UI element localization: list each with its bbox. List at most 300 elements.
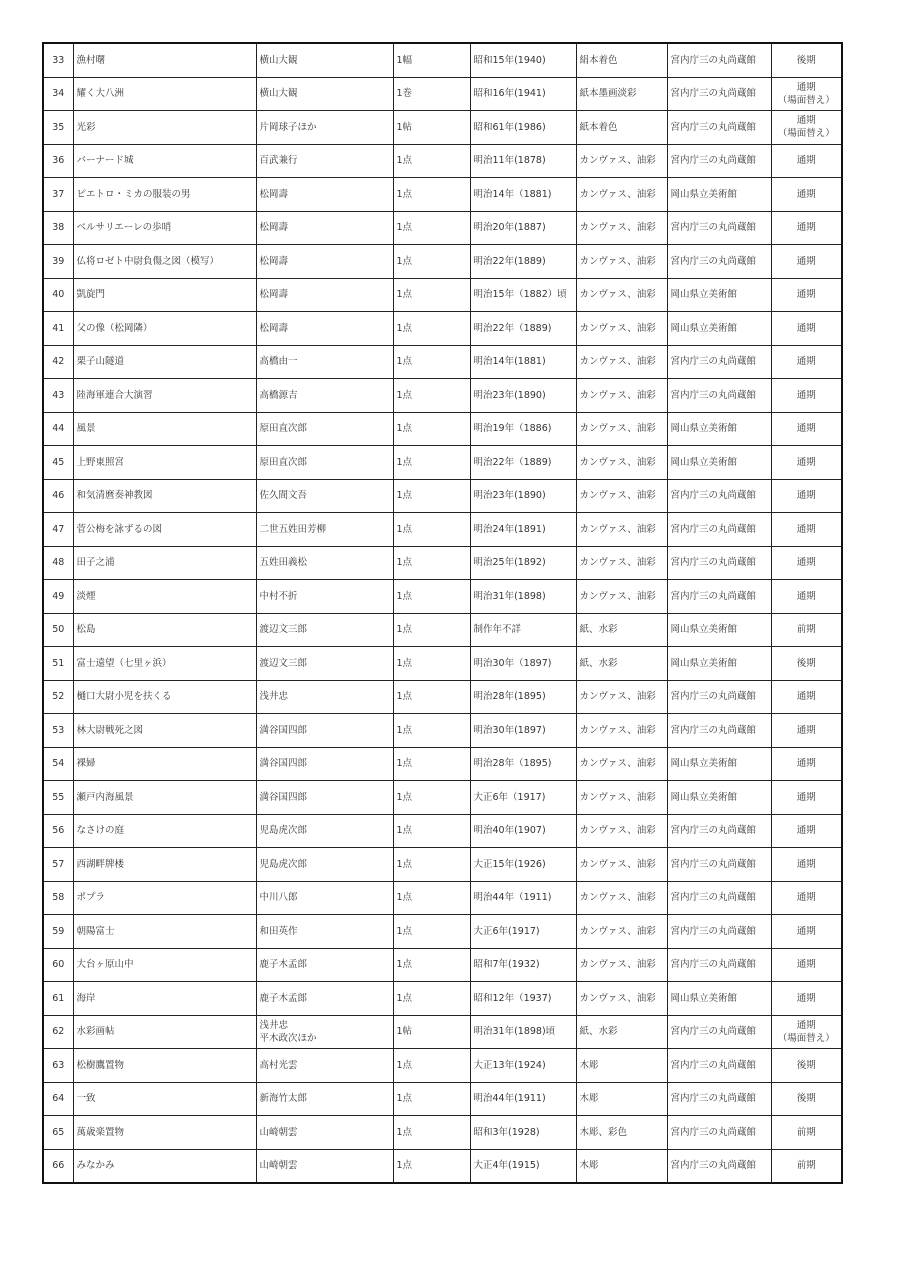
owner-collection-cell: 宮内庁三の丸尚蔵館: [667, 714, 771, 748]
owner-collection-cell: 岡山県立美術館: [667, 781, 771, 815]
quantity-cell: 1点: [393, 513, 470, 547]
artist-name-cell: 松岡壽: [256, 178, 393, 212]
item-number-cell: 62: [43, 1015, 73, 1049]
table-row: [43, 546, 842, 580]
quantity-cell: 1点: [393, 178, 470, 212]
medium-cell: 木彫: [576, 1149, 667, 1183]
artist-name-cell: 満谷国四郎: [256, 714, 393, 748]
exhibition-period-cell: 通期: [771, 814, 842, 848]
artwork-list-table: [42, 42, 843, 1184]
quantity-cell: 1点: [393, 915, 470, 949]
quantity-cell: 1点: [393, 948, 470, 982]
table-row: [43, 1116, 842, 1150]
artist-name-cell: 満谷国四郎: [256, 781, 393, 815]
quantity-cell: 1点: [393, 982, 470, 1016]
table-row: [43, 781, 842, 815]
item-number-cell: 50: [43, 613, 73, 647]
item-number-cell: 53: [43, 714, 73, 748]
creation-date-cell: 明治30年(1897): [470, 714, 576, 748]
table-row: [43, 479, 842, 513]
table-row: [43, 412, 842, 446]
medium-cell: 紙本墨画淡彩: [576, 77, 667, 111]
creation-date-cell: 制作年不詳: [470, 613, 576, 647]
artist-name-cell: 高橋源吉: [256, 379, 393, 413]
table-row: [43, 1015, 842, 1049]
quantity-cell: 1巻: [393, 77, 470, 111]
quantity-cell: 1点: [393, 345, 470, 379]
item-number-cell: 36: [43, 144, 73, 178]
item-number-cell: 60: [43, 948, 73, 982]
quantity-cell: 1点: [393, 546, 470, 580]
owner-collection-cell: 宮内庁三の丸尚蔵館: [667, 814, 771, 848]
exhibition-period-cell: 後期: [771, 1082, 842, 1116]
creation-date-cell: 明治31年(1898): [470, 580, 576, 614]
owner-collection-cell: 宮内庁三の丸尚蔵館: [667, 479, 771, 513]
item-number-cell: 40: [43, 278, 73, 312]
artist-name-cell: 松岡壽: [256, 278, 393, 312]
creation-date-cell: 明治22年（1889): [470, 446, 576, 480]
artwork-title-cell: 西湖畔牌楼: [73, 848, 256, 882]
artist-name-cell: 児島虎次郎: [256, 848, 393, 882]
owner-collection-cell: 岡山県立美術館: [667, 747, 771, 781]
creation-date-cell: 昭和15年(1940): [470, 43, 576, 77]
creation-date-cell: 明治23年(1890): [470, 479, 576, 513]
creation-date-cell: 明治14年（1881): [470, 178, 576, 212]
owner-collection-cell: 宮内庁三の丸尚蔵館: [667, 211, 771, 245]
creation-date-cell: 明治14年(1881): [470, 345, 576, 379]
table-row: [43, 848, 842, 882]
owner-collection-cell: 宮内庁三の丸尚蔵館: [667, 1015, 771, 1049]
table-row: [43, 915, 842, 949]
exhibition-period-cell: 通期 （場面替え）: [771, 111, 842, 145]
owner-collection-cell: 宮内庁三の丸尚蔵館: [667, 77, 771, 111]
artist-name-cell: 片岡球子ほか: [256, 111, 393, 145]
table-body: [43, 43, 842, 1183]
medium-cell: 木彫: [576, 1082, 667, 1116]
medium-cell: カンヴァス、油彩: [576, 881, 667, 915]
quantity-cell: 1点: [393, 412, 470, 446]
owner-collection-cell: 宮内庁三の丸尚蔵館: [667, 915, 771, 949]
exhibition-period-cell: 通期: [771, 312, 842, 346]
item-number-cell: 39: [43, 245, 73, 279]
owner-collection-cell: 岡山県立美術館: [667, 312, 771, 346]
owner-collection-cell: 宮内庁三の丸尚蔵館: [667, 43, 771, 77]
artwork-title-cell: 瀬戸内海風景: [73, 781, 256, 815]
artist-name-cell: 山崎朝雲: [256, 1116, 393, 1150]
exhibition-period-cell: 通期 （場面替え）: [771, 1015, 842, 1049]
medium-cell: 紙、水彩: [576, 1015, 667, 1049]
owner-collection-cell: 岡山県立美術館: [667, 446, 771, 480]
creation-date-cell: 明治28年（1895): [470, 747, 576, 781]
medium-cell: カンヴァス、油彩: [576, 680, 667, 714]
artist-name-cell: 中村不折: [256, 580, 393, 614]
artist-name-cell: 満谷国四郎: [256, 747, 393, 781]
table-row: [43, 680, 842, 714]
exhibition-period-cell: 通期: [771, 278, 842, 312]
item-number-cell: 47: [43, 513, 73, 547]
creation-date-cell: 昭和12年（1937): [470, 982, 576, 1016]
artwork-title-cell: 菅公梅を詠ずるの図: [73, 513, 256, 547]
creation-date-cell: 昭和16年(1941): [470, 77, 576, 111]
medium-cell: カンヴァス、油彩: [576, 245, 667, 279]
artwork-title-cell: ベルサリエーレの歩哨: [73, 211, 256, 245]
artwork-title-cell: 耀く大八洲: [73, 77, 256, 111]
artist-name-cell: 原田直次郎: [256, 446, 393, 480]
creation-date-cell: 明治19年（1886): [470, 412, 576, 446]
owner-collection-cell: 宮内庁三の丸尚蔵館: [667, 948, 771, 982]
artwork-title-cell: 上野東照宮: [73, 446, 256, 480]
artist-name-cell: 佐久間文吾: [256, 479, 393, 513]
medium-cell: カンヴァス、油彩: [576, 379, 667, 413]
table-row: [43, 278, 842, 312]
exhibition-period-cell: 通期: [771, 848, 842, 882]
creation-date-cell: 明治24年(1891): [470, 513, 576, 547]
creation-date-cell: 昭和3年(1928): [470, 1116, 576, 1150]
exhibition-period-cell: 通期: [771, 915, 842, 949]
artwork-title-cell: 海岸: [73, 982, 256, 1016]
artwork-title-cell: 松樹鷹置物: [73, 1049, 256, 1083]
table-row: [43, 345, 842, 379]
item-number-cell: 38: [43, 211, 73, 245]
quantity-cell: 1点: [393, 312, 470, 346]
artist-name-cell: 児島虎次郎: [256, 814, 393, 848]
item-number-cell: 35: [43, 111, 73, 145]
item-number-cell: 42: [43, 345, 73, 379]
artwork-title-cell: みなかみ: [73, 1149, 256, 1183]
creation-date-cell: 大正13年(1924): [470, 1049, 576, 1083]
medium-cell: 木彫: [576, 1049, 667, 1083]
artwork-title-cell: 水彩画帖: [73, 1015, 256, 1049]
medium-cell: カンヴァス、油彩: [576, 848, 667, 882]
artwork-title-cell: 陸海軍連合大演習: [73, 379, 256, 413]
artwork-title-cell: 林大尉戦死之図: [73, 714, 256, 748]
table-row: [43, 379, 842, 413]
medium-cell: カンヴァス、油彩: [576, 982, 667, 1016]
item-number-cell: 63: [43, 1049, 73, 1083]
table-row: [43, 111, 842, 145]
exhibition-period-cell: 通期: [771, 479, 842, 513]
item-number-cell: 59: [43, 915, 73, 949]
creation-date-cell: 明治20年(1887): [470, 211, 576, 245]
table-row: [43, 948, 842, 982]
exhibition-period-cell: 後期: [771, 647, 842, 681]
table-row: [43, 647, 842, 681]
artwork-title-cell: 漁村曙: [73, 43, 256, 77]
artist-name-cell: 高橋由一: [256, 345, 393, 379]
owner-collection-cell: 宮内庁三の丸尚蔵館: [667, 881, 771, 915]
medium-cell: カンヴァス、油彩: [576, 178, 667, 212]
exhibition-period-cell: 通期: [771, 881, 842, 915]
exhibition-period-cell: 通期 （場面替え）: [771, 77, 842, 111]
medium-cell: カンヴァス、油彩: [576, 479, 667, 513]
creation-date-cell: 大正6年（1917): [470, 781, 576, 815]
exhibition-period-cell: 通期: [771, 245, 842, 279]
quantity-cell: 1点: [393, 848, 470, 882]
quantity-cell: 1点: [393, 881, 470, 915]
artwork-title-cell: 松島: [73, 613, 256, 647]
item-number-cell: 64: [43, 1082, 73, 1116]
owner-collection-cell: 宮内庁三の丸尚蔵館: [667, 1082, 771, 1116]
medium-cell: カンヴァス、油彩: [576, 211, 667, 245]
artist-name-cell: 浅井忠 平木政次ほか: [256, 1015, 393, 1049]
artist-name-cell: 二世五姓田芳柳: [256, 513, 393, 547]
exhibition-period-cell: 前期: [771, 1116, 842, 1150]
item-number-cell: 33: [43, 43, 73, 77]
medium-cell: カンヴァス、油彩: [576, 814, 667, 848]
exhibition-period-cell: 前期: [771, 613, 842, 647]
exhibition-period-cell: 前期: [771, 1149, 842, 1183]
artwork-title-cell: ピエトロ・ミカの服装の男: [73, 178, 256, 212]
item-number-cell: 46: [43, 479, 73, 513]
artist-name-cell: 新海竹太郎: [256, 1082, 393, 1116]
table-row: [43, 144, 842, 178]
quantity-cell: 1点: [393, 379, 470, 413]
owner-collection-cell: 岡山県立美術館: [667, 412, 771, 446]
table-row: [43, 312, 842, 346]
quantity-cell: 1点: [393, 1082, 470, 1116]
owner-collection-cell: 宮内庁三の丸尚蔵館: [667, 345, 771, 379]
owner-collection-cell: 岡山県立美術館: [667, 982, 771, 1016]
creation-date-cell: 明治15年（1882）頃: [470, 278, 576, 312]
artist-name-cell: 松岡壽: [256, 211, 393, 245]
medium-cell: カンヴァス、油彩: [576, 747, 667, 781]
artist-name-cell: 和田英作: [256, 915, 393, 949]
quantity-cell: 1点: [393, 647, 470, 681]
exhibition-period-cell: 通期: [771, 747, 842, 781]
quantity-cell: 1点: [393, 613, 470, 647]
quantity-cell: 1点: [393, 446, 470, 480]
creation-date-cell: 明治40年(1907): [470, 814, 576, 848]
table-row: [43, 513, 842, 547]
artwork-title-cell: ポプラ: [73, 881, 256, 915]
item-number-cell: 49: [43, 580, 73, 614]
creation-date-cell: 昭和7年(1932): [470, 948, 576, 982]
artist-name-cell: 原田直次郎: [256, 412, 393, 446]
artist-name-cell: 中川八郎: [256, 881, 393, 915]
owner-collection-cell: 宮内庁三の丸尚蔵館: [667, 1149, 771, 1183]
medium-cell: カンヴァス、油彩: [576, 446, 667, 480]
artist-name-cell: 山崎朝雲: [256, 1149, 393, 1183]
owner-collection-cell: 宮内庁三の丸尚蔵館: [667, 111, 771, 145]
medium-cell: カンヴァス、油彩: [576, 546, 667, 580]
table-row: [43, 446, 842, 480]
owner-collection-cell: 宮内庁三の丸尚蔵館: [667, 144, 771, 178]
artwork-title-cell: 樋口大尉小児を扶くる: [73, 680, 256, 714]
item-number-cell: 34: [43, 77, 73, 111]
artwork-title-cell: 富士遠望（七里ヶ浜）: [73, 647, 256, 681]
artwork-title-cell: 朝陽富士: [73, 915, 256, 949]
item-number-cell: 45: [43, 446, 73, 480]
exhibition-period-cell: 通期: [771, 412, 842, 446]
exhibition-period-cell: 通期: [771, 580, 842, 614]
quantity-cell: 1点: [393, 781, 470, 815]
artist-name-cell: 横山大観: [256, 43, 393, 77]
artwork-title-cell: 和気清麿奏神教図: [73, 479, 256, 513]
artwork-title-cell: 裸婦: [73, 747, 256, 781]
creation-date-cell: 明治22年(1889): [470, 245, 576, 279]
artist-name-cell: 五姓田義松: [256, 546, 393, 580]
quantity-cell: 1点: [393, 1149, 470, 1183]
medium-cell: カンヴァス、油彩: [576, 513, 667, 547]
creation-date-cell: 明治44年（1911): [470, 881, 576, 915]
table-row: [43, 1082, 842, 1116]
medium-cell: 紙本着色: [576, 111, 667, 145]
creation-date-cell: 昭和61年(1986): [470, 111, 576, 145]
item-number-cell: 57: [43, 848, 73, 882]
table-row: [43, 77, 842, 111]
owner-collection-cell: 岡山県立美術館: [667, 647, 771, 681]
artist-name-cell: 渡辺文三郎: [256, 647, 393, 681]
item-number-cell: 44: [43, 412, 73, 446]
table-row: [43, 178, 842, 212]
exhibition-period-cell: 通期: [771, 680, 842, 714]
table-row: [43, 245, 842, 279]
exhibition-period-cell: 通期: [771, 513, 842, 547]
owner-collection-cell: 宮内庁三の丸尚蔵館: [667, 1116, 771, 1150]
table-row: [43, 714, 842, 748]
quantity-cell: 1帖: [393, 111, 470, 145]
creation-date-cell: 明治30年（1897): [470, 647, 576, 681]
quantity-cell: 1点: [393, 714, 470, 748]
owner-collection-cell: 岡山県立美術館: [667, 178, 771, 212]
creation-date-cell: 大正4年(1915): [470, 1149, 576, 1183]
quantity-cell: 1幅: [393, 43, 470, 77]
medium-cell: カンヴァス、油彩: [576, 915, 667, 949]
item-number-cell: 66: [43, 1149, 73, 1183]
quantity-cell: 1点: [393, 1049, 470, 1083]
item-number-cell: 58: [43, 881, 73, 915]
artist-name-cell: 松岡壽: [256, 245, 393, 279]
owner-collection-cell: 宮内庁三の丸尚蔵館: [667, 680, 771, 714]
exhibition-period-cell: 通期: [771, 781, 842, 815]
table-row: [43, 613, 842, 647]
exhibition-period-cell: 通期: [771, 546, 842, 580]
medium-cell: カンヴァス、油彩: [576, 714, 667, 748]
item-number-cell: 43: [43, 379, 73, 413]
owner-collection-cell: 宮内庁三の丸尚蔵館: [667, 848, 771, 882]
artist-name-cell: 渡辺文三郎: [256, 613, 393, 647]
artwork-title-cell: 一致: [73, 1082, 256, 1116]
creation-date-cell: 明治11年(1878): [470, 144, 576, 178]
quantity-cell: 1点: [393, 814, 470, 848]
owner-collection-cell: 宮内庁三の丸尚蔵館: [667, 513, 771, 547]
artist-name-cell: 浅井忠: [256, 680, 393, 714]
quantity-cell: 1点: [393, 747, 470, 781]
artwork-title-cell: 大台ヶ原山中: [73, 948, 256, 982]
quantity-cell: 1点: [393, 1116, 470, 1150]
artwork-title-cell: バーナード城: [73, 144, 256, 178]
medium-cell: 紙、水彩: [576, 647, 667, 681]
exhibition-period-cell: 後期: [771, 1049, 842, 1083]
artwork-title-cell: なさけの庭: [73, 814, 256, 848]
medium-cell: 紙、水彩: [576, 613, 667, 647]
table-row: [43, 580, 842, 614]
exhibition-period-cell: 通期: [771, 345, 842, 379]
table-row: [43, 747, 842, 781]
quantity-cell: 1帖: [393, 1015, 470, 1049]
table-row: [43, 43, 842, 77]
item-number-cell: 56: [43, 814, 73, 848]
table-row: [43, 1049, 842, 1083]
medium-cell: カンヴァス、油彩: [576, 781, 667, 815]
item-number-cell: 61: [43, 982, 73, 1016]
medium-cell: カンヴァス、油彩: [576, 580, 667, 614]
quantity-cell: 1点: [393, 580, 470, 614]
artwork-title-cell: 光彩: [73, 111, 256, 145]
quantity-cell: 1点: [393, 144, 470, 178]
owner-collection-cell: 宮内庁三の丸尚蔵館: [667, 245, 771, 279]
exhibition-period-cell: 後期: [771, 43, 842, 77]
exhibition-period-cell: 通期: [771, 982, 842, 1016]
owner-collection-cell: 宮内庁三の丸尚蔵館: [667, 580, 771, 614]
table-row: [43, 881, 842, 915]
owner-collection-cell: 岡山県立美術館: [667, 613, 771, 647]
artwork-title-cell: 凱旋門: [73, 278, 256, 312]
artwork-title-cell: 仏将ロゼト中尉負傷之図（模写）: [73, 245, 256, 279]
owner-collection-cell: 宮内庁三の丸尚蔵館: [667, 546, 771, 580]
table-row: [43, 211, 842, 245]
owner-collection-cell: 宮内庁三の丸尚蔵館: [667, 1049, 771, 1083]
exhibition-period-cell: 通期: [771, 144, 842, 178]
exhibition-period-cell: 通期: [771, 211, 842, 245]
exhibition-period-cell: 通期: [771, 446, 842, 480]
creation-date-cell: 明治22年（1889): [470, 312, 576, 346]
item-number-cell: 51: [43, 647, 73, 681]
creation-date-cell: 大正6年(1917): [470, 915, 576, 949]
exhibition-period-cell: 通期: [771, 714, 842, 748]
medium-cell: カンヴァス、油彩: [576, 312, 667, 346]
artist-name-cell: 百武兼行: [256, 144, 393, 178]
item-number-cell: 37: [43, 178, 73, 212]
artwork-title-cell: 田子之浦: [73, 546, 256, 580]
quantity-cell: 1点: [393, 211, 470, 245]
artwork-title-cell: 淡煙: [73, 580, 256, 614]
item-number-cell: 48: [43, 546, 73, 580]
medium-cell: カンヴァス、油彩: [576, 278, 667, 312]
medium-cell: 絹本着色: [576, 43, 667, 77]
item-number-cell: 54: [43, 747, 73, 781]
creation-date-cell: 明治25年(1892): [470, 546, 576, 580]
artist-name-cell: 鹿子木孟郎: [256, 948, 393, 982]
artist-name-cell: 横山大観: [256, 77, 393, 111]
owner-collection-cell: 宮内庁三の丸尚蔵館: [667, 379, 771, 413]
quantity-cell: 1点: [393, 245, 470, 279]
creation-date-cell: 明治44年(1911): [470, 1082, 576, 1116]
quantity-cell: 1点: [393, 278, 470, 312]
artist-name-cell: 高村光雲: [256, 1049, 393, 1083]
artwork-title-cell: 父の像（松岡隣）: [73, 312, 256, 346]
medium-cell: カンヴァス、油彩: [576, 345, 667, 379]
owner-collection-cell: 岡山県立美術館: [667, 278, 771, 312]
quantity-cell: 1点: [393, 680, 470, 714]
artist-name-cell: 鹿子木孟郎: [256, 982, 393, 1016]
medium-cell: カンヴァス、油彩: [576, 412, 667, 446]
medium-cell: カンヴァス、油彩: [576, 144, 667, 178]
artwork-title-cell: 栗子山隧道: [73, 345, 256, 379]
item-number-cell: 65: [43, 1116, 73, 1150]
item-number-cell: 55: [43, 781, 73, 815]
artwork-title-cell: 風景: [73, 412, 256, 446]
medium-cell: 木彫、彩色: [576, 1116, 667, 1150]
artist-name-cell: 松岡壽: [256, 312, 393, 346]
exhibition-period-cell: 通期: [771, 178, 842, 212]
item-number-cell: 52: [43, 680, 73, 714]
creation-date-cell: 明治28年(1895): [470, 680, 576, 714]
table-row: [43, 814, 842, 848]
table-row: [43, 982, 842, 1016]
creation-date-cell: 明治31年(1898)頃: [470, 1015, 576, 1049]
artwork-title-cell: 萬歳楽置物: [73, 1116, 256, 1150]
